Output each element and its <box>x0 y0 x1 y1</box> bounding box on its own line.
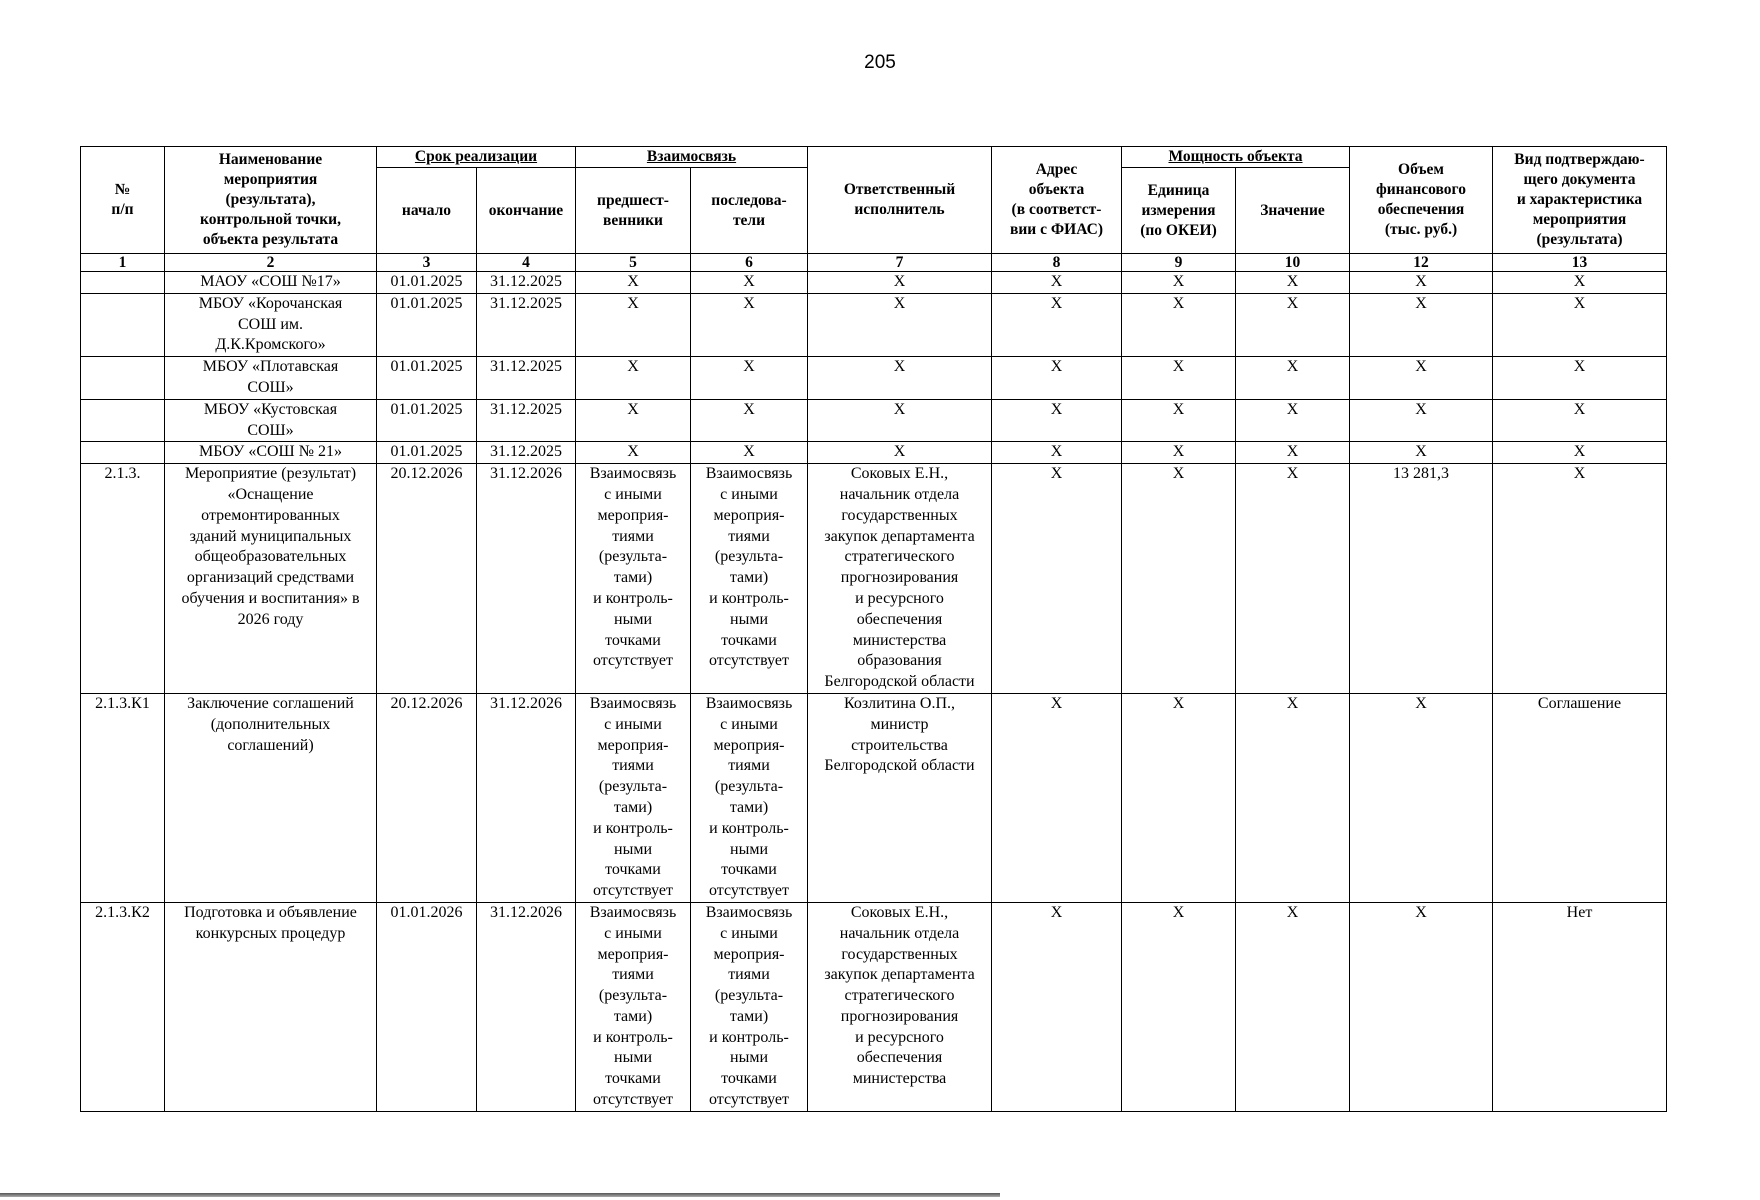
cell-start: 20.12.2026 <box>377 693 477 902</box>
cell-next: X <box>691 442 808 464</box>
cell-value: X <box>1236 693 1350 902</box>
column-number: 8 <box>992 254 1122 272</box>
cell-finance: X <box>1350 357 1493 400</box>
cell-address: X <box>992 693 1122 902</box>
header-name: Наименование мероприятия (результата), контрольной точки, объекта результата <box>165 147 377 254</box>
cell-address: X <box>992 442 1122 464</box>
table-row <box>81 693 1667 902</box>
cell-num: 2.1.3.К1 <box>81 693 165 902</box>
cell-end: 31.12.2025 <box>477 293 576 356</box>
header-num: № п/п <box>81 147 165 254</box>
cell-address: X <box>992 902 1122 1111</box>
cell-doc: Соглашение <box>1493 693 1667 902</box>
cell-prev: Взаимосвязь с иными мероприя- тиями (результа- тами) и контроль- ными точками отсутствует <box>576 902 691 1111</box>
cell-next: X <box>691 272 808 294</box>
table-header <box>81 147 1667 254</box>
cell-num: 2.1.3.К2 <box>81 902 165 1111</box>
cell-prev: X <box>576 272 691 294</box>
cell-end: 31.12.2026 <box>477 902 576 1111</box>
header-period-end: окончание <box>477 168 576 254</box>
scan-edge-rule <box>0 1193 1000 1197</box>
cell-start: 01.01.2026 <box>377 902 477 1111</box>
cell-prev: Взаимосвязь с иными мероприя- тиями (результа- тами) и контроль- ными точками отсутствует <box>576 464 691 694</box>
header-capacity-value: Значение <box>1236 168 1350 254</box>
plan-table <box>80 146 1667 1112</box>
cell-prev: X <box>576 399 691 442</box>
page-number: 205 <box>864 52 896 73</box>
header-responsible: Ответственный исполнитель <box>808 147 992 254</box>
header-address: Адрес объекта (в соответст- вии с ФИАС) <box>992 147 1122 254</box>
cell-doc: X <box>1493 399 1667 442</box>
cell-num <box>81 399 165 442</box>
cell-responsible: Козлитина О.П., министр строительства Белгородской области <box>808 693 992 902</box>
column-number: 4 <box>477 254 576 272</box>
cell-address: X <box>992 293 1122 356</box>
header-doc: Вид подтверждаю- щего документа и характеристика мероприятия (результата) <box>1493 147 1667 254</box>
table-row <box>81 902 1667 1111</box>
cell-value: X <box>1236 293 1350 356</box>
header-capacity: Мощность объекта <box>1122 147 1350 168</box>
cell-address: X <box>992 272 1122 294</box>
cell-responsible: Соковых Е.Н., начальник отдела государственных закупок департамента стратегического прогнозирования и ресурсного обеспечения министерства <box>808 902 992 1111</box>
cell-doc: X <box>1493 357 1667 400</box>
cell-end: 31.12.2025 <box>477 399 576 442</box>
cell-num <box>81 357 165 400</box>
column-number: 6 <box>691 254 808 272</box>
cell-next: X <box>691 399 808 442</box>
cell-responsible: X <box>808 293 992 356</box>
cell-value: X <box>1236 399 1350 442</box>
cell-responsible: X <box>808 399 992 442</box>
cell-finance: X <box>1350 272 1493 294</box>
cell-start: 01.01.2025 <box>377 399 477 442</box>
cell-num: 2.1.3. <box>81 464 165 694</box>
column-number: 7 <box>808 254 992 272</box>
cell-name: Заключение соглашений (дополнительных соглашений) <box>165 693 377 902</box>
cell-unit: X <box>1122 693 1236 902</box>
column-number: 13 <box>1493 254 1667 272</box>
cell-name: МБОУ «Кустовская СОШ» <box>165 399 377 442</box>
cell-responsible: X <box>808 442 992 464</box>
header-link-prev: предшест- венники <box>576 168 691 254</box>
cell-doc: X <box>1493 293 1667 356</box>
cell-prev: X <box>576 442 691 464</box>
table-row <box>81 464 1667 694</box>
cell-value: X <box>1236 357 1350 400</box>
cell-end: 31.12.2025 <box>477 442 576 464</box>
cell-next: X <box>691 293 808 356</box>
cell-prev: X <box>576 357 691 400</box>
cell-responsible: Соковых Е.Н., начальник отдела государственных закупок департамента стратегического прогнозирования и ресурсного обеспечения министерства образования Белгородской области <box>808 464 992 694</box>
cell-num <box>81 272 165 294</box>
cell-start: 01.01.2025 <box>377 442 477 464</box>
cell-finance: 13 281,3 <box>1350 464 1493 694</box>
cell-unit: X <box>1122 902 1236 1111</box>
cell-next: Взаимосвязь с иными мероприя- тиями (результа- тами) и контроль- ными точками отсутствует <box>691 902 808 1111</box>
cell-finance: X <box>1350 399 1493 442</box>
cell-responsible: X <box>808 272 992 294</box>
table-row <box>81 272 1667 294</box>
cell-next: Взаимосвязь с иными мероприя- тиями (результа- тами) и контроль- ными точками отсутствует <box>691 464 808 694</box>
header-capacity-unit: Единица измерения (по ОКЕИ) <box>1122 168 1236 254</box>
column-number: 10 <box>1236 254 1350 272</box>
header-link-next: последова- тели <box>691 168 808 254</box>
header-period-start: начало <box>377 168 477 254</box>
cell-name: МАОУ «СОШ №17» <box>165 272 377 294</box>
cell-name: МБОУ «Плотавская СОШ» <box>165 357 377 400</box>
cell-doc: X <box>1493 442 1667 464</box>
cell-name: Подготовка и объявление конкурсных процедур <box>165 902 377 1111</box>
cell-prev: X <box>576 293 691 356</box>
column-number: 3 <box>377 254 477 272</box>
cell-next: Взаимосвязь с иными мероприя- тиями (результа- тами) и контроль- ными точками отсутствует <box>691 693 808 902</box>
cell-name: МБОУ «Корочанская СОШ им. Д.К.Кромского» <box>165 293 377 356</box>
cell-start: 01.01.2025 <box>377 272 477 294</box>
column-numbers-row <box>81 254 1667 272</box>
column-number: 5 <box>576 254 691 272</box>
cell-start: 20.12.2026 <box>377 464 477 694</box>
cell-responsible: X <box>808 357 992 400</box>
table-row <box>81 399 1667 442</box>
cell-finance: X <box>1350 293 1493 356</box>
cell-name: Мероприятие (результат) «Оснащение отремонтированных зданий муниципальных общеобразовательных организаций средствами обучения и воспитания» в 2026 году <box>165 464 377 694</box>
cell-name: МБОУ «СОШ № 21» <box>165 442 377 464</box>
column-number: 9 <box>1122 254 1236 272</box>
cell-next: X <box>691 357 808 400</box>
cell-address: X <box>992 357 1122 400</box>
cell-num <box>81 293 165 356</box>
cell-value: X <box>1236 442 1350 464</box>
cell-value: X <box>1236 464 1350 694</box>
cell-end: 31.12.2025 <box>477 357 576 400</box>
cell-address: X <box>992 464 1122 694</box>
cell-prev: Взаимосвязь с иными мероприя- тиями (результа- тами) и контроль- ными точками отсутствует <box>576 693 691 902</box>
column-number: 12 <box>1350 254 1493 272</box>
cell-value: X <box>1236 902 1350 1111</box>
cell-end: 31.12.2026 <box>477 693 576 902</box>
table-row <box>81 293 1667 356</box>
cell-start: 01.01.2025 <box>377 357 477 400</box>
cell-doc: X <box>1493 464 1667 694</box>
table-row <box>81 442 1667 464</box>
header-period: Срок реализации <box>377 147 576 168</box>
header-finance: Объем финансового обеспечения (тыс. руб.) <box>1350 147 1493 254</box>
table-row <box>81 357 1667 400</box>
cell-unit: X <box>1122 272 1236 294</box>
cell-num <box>81 442 165 464</box>
cell-doc: Нет <box>1493 902 1667 1111</box>
cell-finance: X <box>1350 902 1493 1111</box>
cell-unit: X <box>1122 399 1236 442</box>
column-number: 2 <box>165 254 377 272</box>
cell-start: 01.01.2025 <box>377 293 477 356</box>
cell-finance: X <box>1350 693 1493 902</box>
cell-unit: X <box>1122 357 1236 400</box>
cell-unit: X <box>1122 293 1236 356</box>
cell-unit: X <box>1122 464 1236 694</box>
cell-doc: X <box>1493 272 1667 294</box>
header-link: Взаимосвязь <box>576 147 808 168</box>
cell-value: X <box>1236 272 1350 294</box>
cell-unit: X <box>1122 442 1236 464</box>
column-number: 1 <box>81 254 165 272</box>
cell-address: X <box>992 399 1122 442</box>
cell-finance: X <box>1350 442 1493 464</box>
cell-end: 31.12.2026 <box>477 464 576 694</box>
cell-end: 31.12.2025 <box>477 272 576 294</box>
